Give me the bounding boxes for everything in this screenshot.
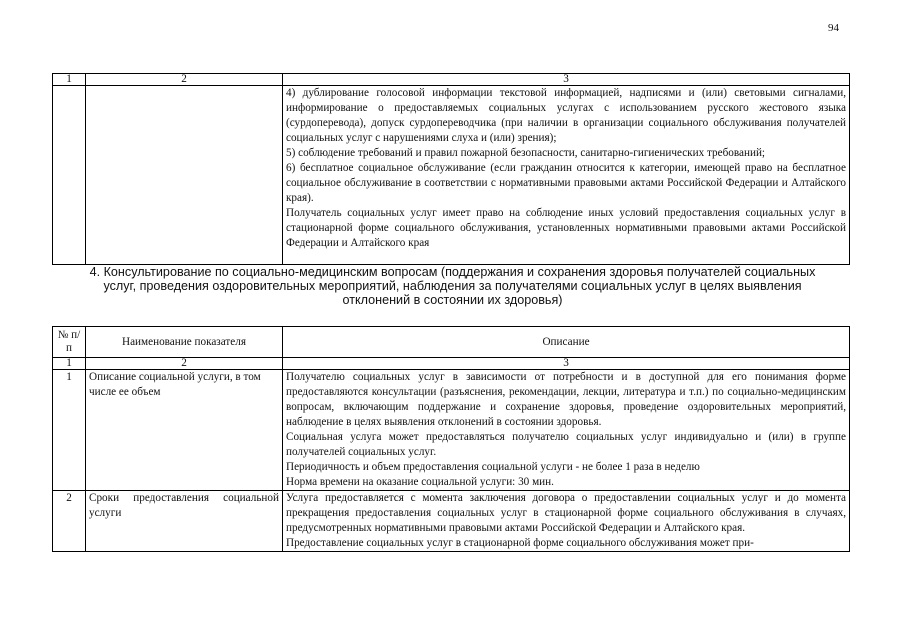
table-section-4 [52,326,850,552]
column-number: 1 [53,74,86,86]
row-number: 1 [53,370,86,491]
table-row [53,370,850,491]
header-row [53,327,850,358]
column-number: 2 [86,74,283,86]
table-row [53,491,850,552]
description-cell [283,491,850,552]
column-number-row [53,358,850,370]
header-indicator-name: Наименование показателя [86,327,283,358]
column-number: 2 [86,358,283,370]
paragraph: Периодичность и объем предоставления социальной услуги - не более 1 раза в неделю [286,461,700,473]
page-number: 94 [828,22,839,34]
paragraph: 6) бесплатное социальное обслуживание (если гражданин относится к категории, имеющей право на бесплатное социальное обслуживание в соответствии с нормативными правовыми актами Российской Федерации и Алтайского края). [286,162,846,204]
paragraph: 4) дублирование голосовой информации текстовой информацией, надписями и (или) световыми сигналами, информирование о предоставляемых социальных услугах с использованием русского жестового языка (сурдоперевода), допуск сурдопереводчика (при наличии в организации социального обслуживания получателей социальных услуг с нарушениями слуха и (или) зрения); [286,87,846,144]
paragraph: Норма времени на оказание социальной услуги: 30 мин. [286,476,554,488]
column-number: 3 [283,74,850,86]
table-row [53,86,850,265]
paragraph: Предоставление социальных услуг в стационарной форме социального обслуживания может при- [286,537,754,549]
indicator-name: Сроки предоставления социальной услуги [86,491,283,552]
header-number: № п/п [53,327,86,358]
table-continued [52,73,850,265]
column-number-row [53,74,850,86]
column-number: 3 [283,358,850,370]
empty-cell [53,86,86,265]
description-cell [283,370,850,491]
column-number: 1 [53,358,86,370]
empty-cell [86,86,283,265]
header-description: Описание [283,327,850,358]
paragraph: Получатель социальных услуг имеет право на соблюдение иных условий предоставления социальных услуг в стационарной форме социального обслуживания, установленных нормативными правовыми актами Российской Федерации и Алтайского края [286,207,846,249]
row-number: 2 [53,491,86,552]
description-cell [283,86,850,265]
paragraph: Услуга предоставляется с момента заключения договора о предоставлении социальных услуг и до момента прекращения предоставления социальных услуг в стационарной форме социального обслуживания в случаях, предусмотренных нормативными правовыми актами Российской Федерации и Алтайского края. [286,492,846,534]
paragraph: 5) соблюдение требований и правил пожарной безопасности, санитарно-гигиенических требований; [286,147,766,159]
section-title: 4. Консультирование по социально-медицинским вопросам (поддержания и сохранения здоровья получателей социальных услуг, проведения оздоровительных мероприятий, наблюдения за получателями социальных услуг в целях выявления отклонений в состоянии их здоровья) [89,265,816,307]
paragraph: Получателю социальных услуг в зависимости от потребности и в доступной для его понимания форме предоставляются консультации (разъяснения, рекомендации, лекции, литература и т.п.) по социально-медицинским вопросам, включающим поддержание и сохранение здоровья, проведение оздоровительных мероприятий, наблюдение в целях выявления отклонений в состоянии здоровья. [286,371,846,428]
indicator-name: Описание социальной услуги, в том числе ее объем [86,370,283,491]
paragraph: Социальная услуга может предоставляться получателю социальных услуг индивидуально и (или) в группе получателей социальных услуг. [286,431,846,458]
